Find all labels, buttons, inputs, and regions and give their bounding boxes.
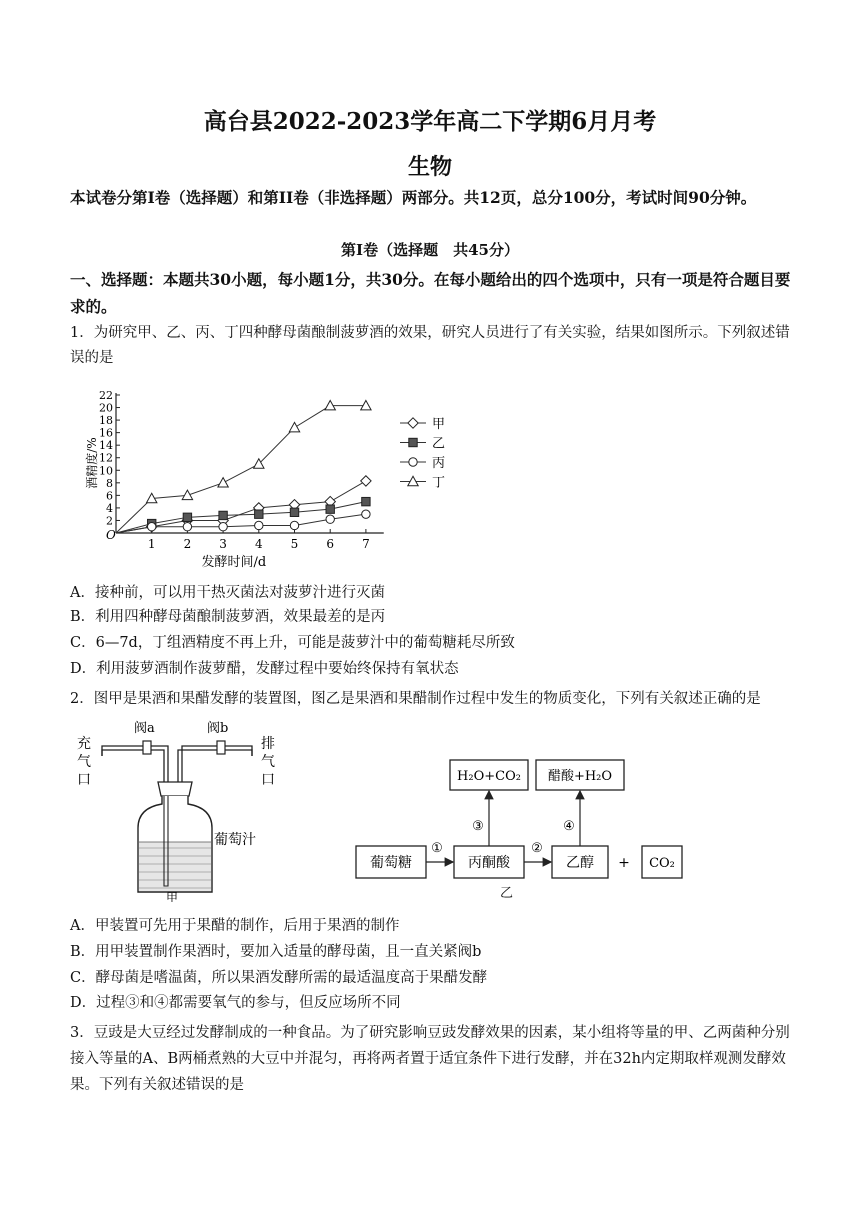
question-2-stem: 2．图甲是果酒和果醋发酵的装置图，图乙是果酒和果醋制作过程中发生的物质变化，下列有关叙述正确的是 bbox=[70, 691, 761, 707]
x-axis-label: 发酵时间/d bbox=[201, 555, 267, 570]
y-tick-label: 16 bbox=[99, 426, 113, 440]
q1-option-a: A．接种前，可以用干热灭菌法对菠萝汁进行灭菌 bbox=[70, 585, 385, 601]
q2-option-c: C．酵母菌是嗜温菌，所以果酒发酵所需的最适温度高于果醋发酵 bbox=[70, 970, 488, 986]
metabolic-pathway-diagram bbox=[350, 758, 730, 886]
data-point-series-2 bbox=[255, 510, 263, 518]
q1-option-b: B．利用四种酵母菌酿制菠萝酒，效果最差的是丙 bbox=[70, 609, 386, 625]
outlet-char-1: 排 bbox=[261, 736, 275, 752]
legend-label-1: 甲 bbox=[432, 417, 446, 432]
y-tick-label: 2 bbox=[106, 514, 113, 528]
valve-b bbox=[217, 741, 225, 754]
data-point-series-3 bbox=[326, 515, 334, 523]
step-1-label: ① bbox=[431, 841, 443, 856]
y-tick-label: 22 bbox=[99, 389, 113, 402]
section-instruction: 一、选择题：本题共30小题，每小题1分，共30分。在每小题给出的四个选项中，只有一项是符合题目要求的。 bbox=[70, 270, 791, 316]
step-4-label: ④ bbox=[563, 819, 575, 834]
x-tick-label: 6 bbox=[326, 537, 335, 551]
q1-option-c: C．6—7d，丁组酒精度不再上升，可能是菠萝汁中的葡萄糖耗尽所致 bbox=[70, 635, 515, 651]
y-tick-label: 6 bbox=[106, 489, 113, 503]
x-tick-label: 1 bbox=[147, 537, 156, 551]
outlet-char-2: 气 bbox=[261, 754, 275, 770]
x-tick-label: 2 bbox=[183, 537, 192, 551]
data-point-series-1 bbox=[361, 476, 371, 486]
water-co2-label: H₂O+CO₂ bbox=[457, 769, 521, 784]
glucose-label: 葡萄糖 bbox=[370, 855, 412, 871]
ethanol-label: 乙醇 bbox=[566, 855, 594, 871]
subject-title: 生物 bbox=[407, 154, 452, 180]
data-point-series-4 bbox=[182, 490, 192, 499]
apparatus-caption: 甲 bbox=[165, 891, 179, 902]
y-tick-label: 12 bbox=[99, 451, 113, 465]
pathway-caption: 乙 bbox=[500, 886, 514, 901]
alcohol-line-chart bbox=[70, 385, 490, 575]
q2-option-d: D．过程③和④都需要氧气的参与，但反应场所不同 bbox=[70, 995, 401, 1011]
legend-label-4: 丁 bbox=[432, 475, 446, 491]
q2-option-a: A．甲装置可先用于果醋的制作，后用于果酒的制作 bbox=[70, 918, 400, 934]
pyruvate-label: 丙酮酸 bbox=[468, 855, 510, 871]
data-point-series-2 bbox=[326, 505, 334, 513]
legend-marker-1 bbox=[408, 418, 418, 428]
grape-juice-label: 葡萄汁 bbox=[214, 832, 256, 848]
inlet-char-2: 气 bbox=[77, 754, 91, 770]
co2-label: CO₂ bbox=[649, 856, 675, 871]
exam-intro: 本试卷分第I卷（选择题）和第II卷（非选择题）两部分。共12页，总分100分，考试时间90分钟。 bbox=[70, 188, 757, 207]
bottle-stopper bbox=[158, 782, 192, 796]
valve-a bbox=[143, 741, 151, 754]
legend-label-2: 乙 bbox=[432, 436, 446, 452]
data-point-series-3 bbox=[362, 510, 370, 518]
step-3-label: ③ bbox=[472, 819, 484, 834]
inlet-char-3: 口 bbox=[77, 772, 91, 788]
legend-label-3: 丙 bbox=[432, 456, 446, 471]
y-tick-label: 14 bbox=[99, 439, 113, 453]
y-tick-label: 20 bbox=[99, 401, 113, 415]
inlet-char-1: 充 bbox=[77, 736, 91, 752]
data-point-series-2 bbox=[362, 497, 370, 505]
data-point-series-2 bbox=[219, 511, 227, 519]
q2-option-b: B．用甲装置制作果酒时，要加入适量的酵母菌，且一直关紧阀b bbox=[70, 944, 482, 960]
data-point-series-4 bbox=[218, 478, 228, 487]
legend-marker-3 bbox=[409, 458, 417, 466]
grape-juice-liquid bbox=[139, 842, 211, 891]
plus-sign: + bbox=[618, 855, 630, 871]
y-tick-label: 18 bbox=[99, 414, 113, 428]
exam-title: 高台县2022-2023学年高二下学期6月月考 bbox=[203, 108, 657, 135]
data-point-series-3 bbox=[255, 521, 263, 529]
data-point-series-2 bbox=[183, 513, 191, 521]
fermentation-apparatus-diagram bbox=[72, 716, 302, 902]
x-tick-label: 3 bbox=[219, 537, 227, 551]
y-axis-label: 酒精度/% bbox=[85, 437, 99, 489]
data-point-series-3 bbox=[183, 523, 191, 531]
data-point-series-4 bbox=[325, 400, 335, 409]
step-2-label: ② bbox=[531, 841, 543, 856]
origin-label: O bbox=[106, 528, 116, 542]
valve-a-label: 阀a bbox=[134, 721, 155, 736]
legend-marker-2 bbox=[409, 438, 417, 446]
data-point-series-4 bbox=[361, 400, 371, 409]
outlet-char-3: 口 bbox=[261, 772, 275, 788]
data-point-series-3 bbox=[290, 521, 298, 529]
acetic-acid-label: 醋酸+H₂O bbox=[547, 769, 613, 784]
q1-option-d: D．利用菠萝酒制作菠萝醋，发酵过程中要始终保持有氧状态 bbox=[70, 661, 459, 677]
question-3-stem: 3．豆豉是大豆经过发酵制成的一种食品。为了研究影响豆豉发酵效果的因素，某小组将等量的甲、乙两菌种分别接入等量的A、B两桶煮熟的大豆中并混匀，再将两者置于适宜条件下进行发酵，并在32h内定期取样观测发酵效果。下列有关叙述错误的是 bbox=[70, 1025, 790, 1093]
y-tick-label: 10 bbox=[99, 464, 113, 478]
y-tick-label: 8 bbox=[106, 476, 113, 490]
valve-b-label: 阀b bbox=[207, 721, 229, 736]
data-point-series-4 bbox=[289, 422, 299, 431]
x-tick-label: 7 bbox=[362, 537, 370, 551]
question-1-stem: 1．为研究甲、乙、丙、丁四种酵母菌酿制菠萝酒的效果，研究人员进行了有关实验，结果如图所示。下列叙述错误的是 bbox=[70, 325, 790, 366]
x-tick-label: 5 bbox=[290, 537, 299, 551]
data-point-series-3 bbox=[148, 523, 156, 531]
y-tick-label: 4 bbox=[106, 501, 113, 515]
x-tick-label: 4 bbox=[254, 537, 263, 551]
section-heading: 第I卷（选择题 共45分） bbox=[341, 241, 519, 259]
data-point-series-2 bbox=[290, 508, 298, 516]
data-point-series-3 bbox=[219, 523, 227, 531]
